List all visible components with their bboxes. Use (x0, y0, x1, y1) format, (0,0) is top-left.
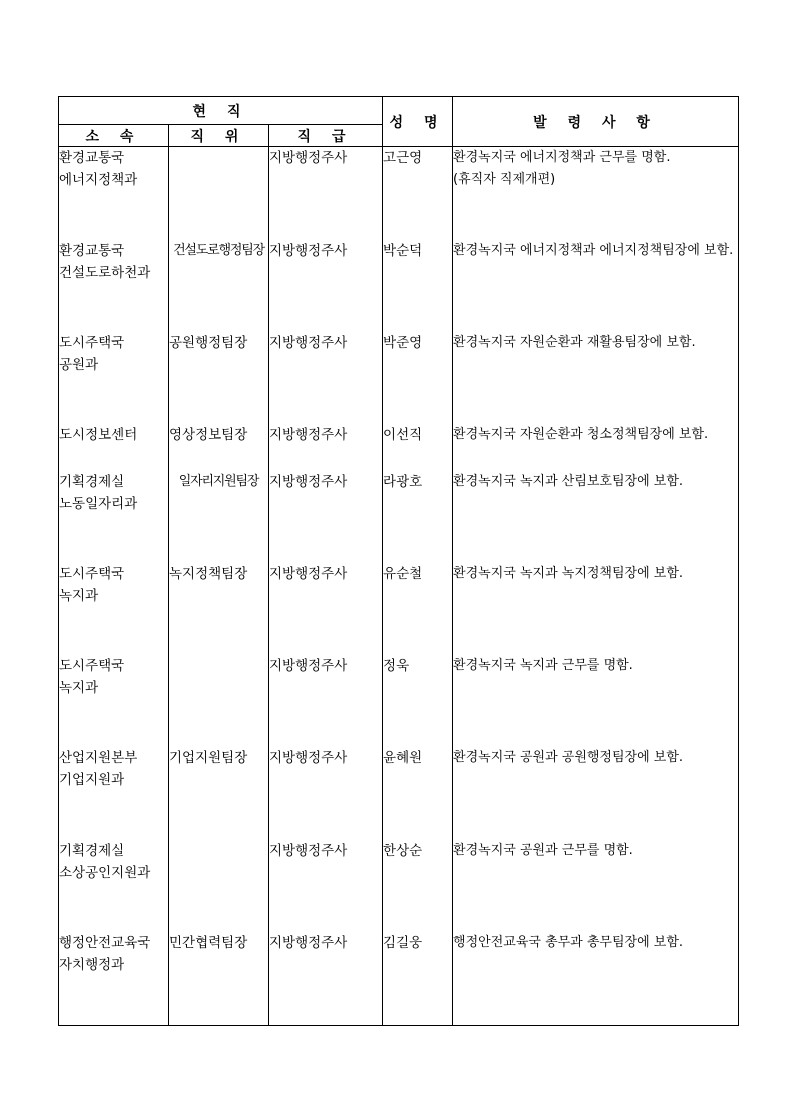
dept-cell (59, 563, 169, 655)
action-cell (453, 932, 739, 1025)
position-cell: 기업지원팀장 (169, 747, 269, 839)
table-row (59, 332, 739, 424)
dept-line-1: 기획경제실 (59, 842, 125, 859)
position-cell: 녹지정책팀장 (169, 563, 269, 655)
position-cell (169, 655, 269, 747)
dept-cell (59, 147, 169, 240)
dept-line-2: 녹지과 (59, 587, 99, 604)
name-cell: 유순철 (383, 563, 453, 655)
personnel-table (58, 96, 739, 1026)
position-cell: 공원행정팀장 (169, 332, 269, 424)
dept-line-1: 행정안전교육국 (59, 935, 151, 952)
header-action: 발 령 사 항 (453, 97, 739, 147)
grade-cell: 지방행정주사 (269, 655, 383, 747)
dept-line-2: 녹지과 (59, 680, 99, 697)
name-cell: 박준영 (383, 332, 453, 424)
dept-line-1: 도시정보센터 (59, 427, 138, 444)
dept-line-2: 자치행정과 (59, 957, 125, 974)
position-cell: 민간협력팀장 (169, 932, 269, 1025)
position-cell: 일자리지원팀장 (169, 471, 269, 563)
action-line-1: 환경녹지국 녹지과 근무를 명함. (453, 658, 633, 674)
dept-line-1: 환경교통국 (59, 242, 125, 259)
header-current: 현 직 (59, 97, 383, 125)
dept-line-2: 소상공인지원과 (59, 864, 151, 881)
grade-cell: 지방행정주사 (269, 332, 383, 424)
grade-cell: 지방행정주사 (269, 563, 383, 655)
dept-line-2: 기업지원과 (59, 772, 125, 789)
name-cell: 라광호 (383, 471, 453, 563)
dept-line-1: 환경교통국 (59, 150, 125, 166)
dept-line-2: 노동일자리과 (59, 495, 138, 512)
action-cell (453, 747, 739, 839)
table-row (59, 747, 739, 839)
name-cell: 정욱 (383, 655, 453, 747)
header-dept: 소 속 (59, 125, 169, 147)
table-row (59, 471, 739, 563)
dept-line-1: 도시주택국 (59, 335, 125, 352)
table-row (59, 240, 739, 332)
header-grade: 직 급 (269, 125, 383, 147)
table-row (59, 563, 739, 655)
header-name: 성 명 (383, 97, 453, 147)
action-cell (453, 147, 739, 240)
dept-cell (59, 655, 169, 747)
dept-cell (59, 932, 169, 1025)
action-cell (453, 424, 739, 470)
position-cell (169, 147, 269, 240)
name-cell: 윤혜원 (383, 747, 453, 839)
action-cell (453, 240, 739, 332)
grade-cell: 지방행정주사 (269, 747, 383, 839)
name-cell: 박순덕 (383, 240, 453, 332)
action-line-1: 행정안전교육국 총무과 총무팀장에 보함. (453, 935, 684, 951)
name-cell: 한상순 (383, 840, 453, 932)
dept-line-1: 기획경제실 (59, 473, 125, 490)
action-line-1: 환경녹지국 에너지정책과 에너지정책팀장에 보함. (453, 242, 734, 258)
dept-cell (59, 424, 169, 470)
dept-cell (59, 332, 169, 424)
position-cell: 건설도로행정팀장 (169, 240, 269, 332)
name-cell: 고근영 (383, 147, 453, 240)
table-row (59, 655, 739, 747)
header-position: 직 위 (169, 125, 269, 147)
dept-line-2: 공원과 (59, 357, 99, 374)
dept-cell (59, 240, 169, 332)
action-cell (453, 840, 739, 932)
action-line-1: 환경녹지국 녹지과 산림보호팀장에 보함. (453, 473, 684, 489)
dept-cell (59, 840, 169, 932)
action-line-1: 환경녹지국 공원과 근무를 명함. (453, 842, 633, 858)
table-row (59, 424, 739, 470)
action-line-1: 환경녹지국 자원순환과 재활용팀장에 보함. (453, 335, 696, 351)
dept-line-2: 건설도로하천과 (59, 264, 151, 281)
action-cell (453, 471, 739, 563)
name-cell: 김길웅 (383, 932, 453, 1025)
grade-cell: 지방행정주사 (269, 147, 383, 240)
dept-cell (59, 747, 169, 839)
action-line-1: 환경녹지국 에너지정책과 근무를 명함. (453, 150, 671, 165)
dept-cell (59, 471, 169, 563)
table-row (59, 840, 739, 932)
action-line-2: (휴직자 직제개편) (453, 172, 556, 187)
grade-cell: 지방행정주사 (269, 424, 383, 470)
position-cell (169, 840, 269, 932)
dept-line-1: 도시주택국 (59, 565, 125, 582)
action-cell (453, 332, 739, 424)
dept-line-1: 도시주택국 (59, 658, 125, 675)
grade-cell: 지방행정주사 (269, 240, 383, 332)
dept-line-2: 에너지정책과 (59, 172, 138, 188)
grade-cell: 지방행정주사 (269, 932, 383, 1025)
action-line-1: 환경녹지국 자원순환과 청소정책팀장에 보함. (453, 427, 709, 443)
action-line-1: 환경녹지국 녹지과 녹지정책팀장에 보함. (453, 565, 684, 581)
position-cell: 영상정보팀장 (169, 424, 269, 470)
grade-cell: 지방행정주사 (269, 471, 383, 563)
table-row (59, 147, 739, 240)
action-cell (453, 563, 739, 655)
action-line-1: 환경녹지국 공원과 공원행정팀장에 보함. (453, 750, 684, 766)
grade-cell: 지방행정주사 (269, 840, 383, 932)
action-cell (453, 655, 739, 747)
name-cell: 이선직 (383, 424, 453, 470)
dept-line-1: 산업지원본부 (59, 750, 138, 767)
table-row (59, 932, 739, 1025)
